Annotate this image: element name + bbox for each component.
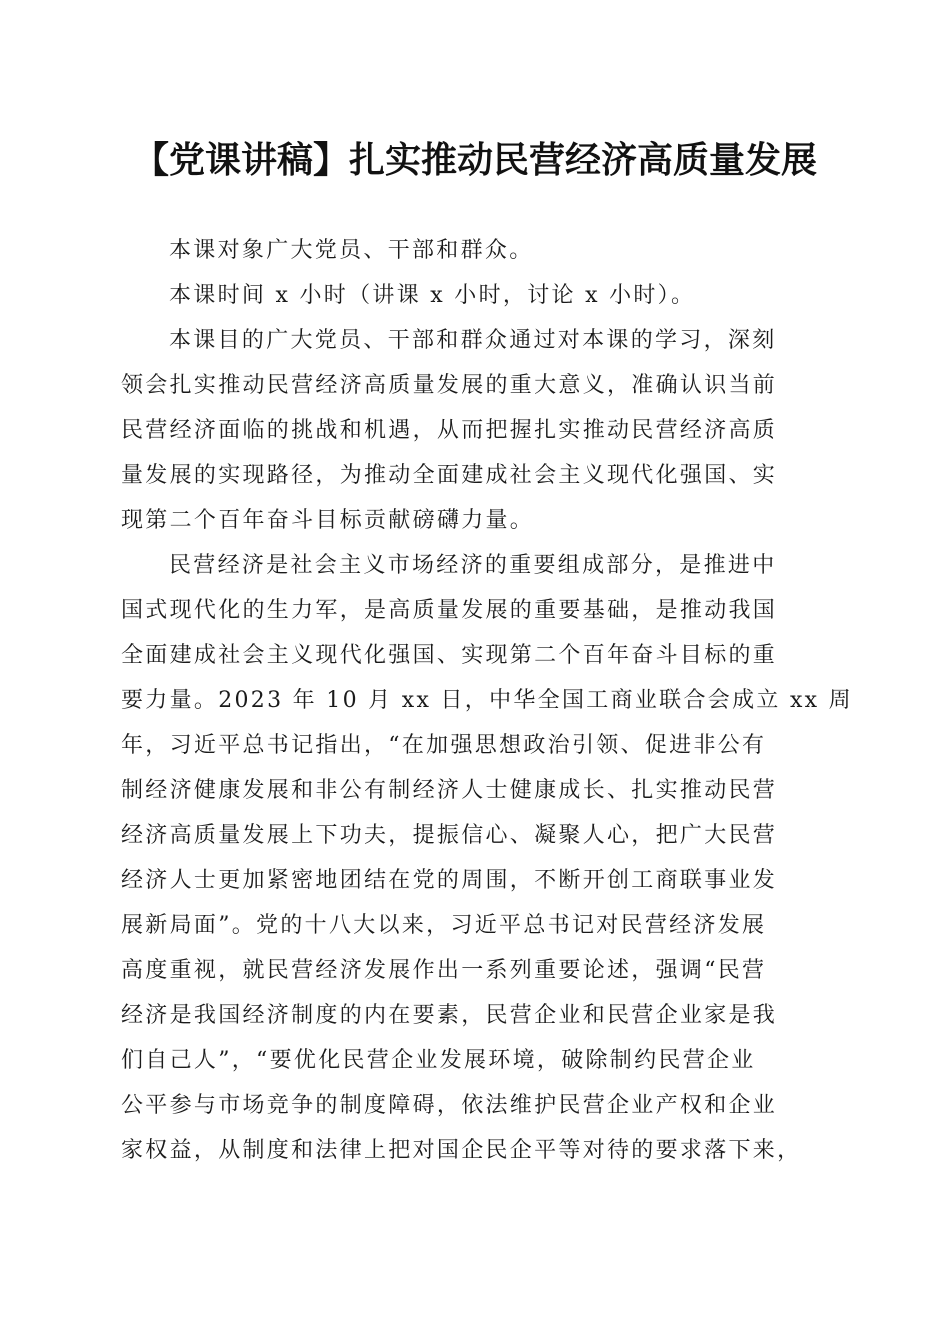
text-line: 展新局面”。党的十八大以来，习近平总书记对民营经济发展: [121, 913, 767, 938]
text-line: 年，习近平总书记指出，“在加强思想政治引领、促进非公有: [121, 733, 767, 758]
text-line: 民营经济面临的挑战和机遇，从而把握扎实推动民营经济高质: [121, 418, 778, 443]
paragraph-audience: [121, 228, 825, 273]
text-line: 本课目的广大党员、干部和群众通过对本课的学习，深刻: [169, 328, 777, 353]
paragraph-main: [121, 543, 853, 1173]
document-body: [121, 228, 853, 1173]
paragraph-purpose: [121, 318, 825, 543]
text-line: 经济是我国经济制度的内在要素，民营企业和民营企业家是我: [121, 1003, 778, 1028]
text-line: 公平参与市场竞争的制度障碍，依法维护民营企业产权和企业: [121, 1093, 778, 1118]
text-line: 要力量。2023 年 10 月 xx 日，中华全国工商业联合会成立 xx 周: [121, 688, 853, 713]
paragraph-duration: [121, 273, 825, 318]
text-line: 制经济健康发展和非公有制经济人士健康成长、扎实推动民营: [121, 778, 778, 803]
text-line: 国式现代化的生力军，是高质量发展的重要基础，是推动我国: [121, 598, 778, 623]
text-line: 经济高质量发展上下功夫，提振信心、凝聚人心，把广大民营: [121, 823, 778, 848]
text-line: 家权益，从制度和法律上把对国企民企平等对待的要求落下来，: [121, 1138, 802, 1163]
text-line: 本课时间 x 小时（讲课 x 小时，讨论 x 小时）。: [169, 283, 696, 308]
text-line: 民营经济是社会主义市场经济的重要组成部分，是推进中: [169, 553, 777, 578]
text-line: 高度重视，就民营经济发展作出一系列重要论述，强调“民营: [121, 958, 767, 983]
text-line: 本课对象广大党员、干部和群众。: [169, 238, 534, 263]
text-line: 领会扎实推动民营经济高质量发展的重大意义，准确认识当前: [121, 373, 778, 398]
document-title: 【党课讲稿】扎实推动民营经济高质量发展: [132, 139, 817, 181]
text-line: 们自己人”，“要优化民营企业发展环境，破除制约民营企业: [121, 1048, 756, 1073]
text-line: 经济人士更加紧密地团结在党的周围，不断开创工商联事业发: [121, 868, 778, 893]
text-line: 全面建成社会主义现代化强国、实现第二个百年奋斗目标的重: [121, 643, 778, 668]
text-line: 量发展的实现路径，为推动全面建成社会主义现代化强国、实: [121, 463, 778, 488]
text-line: 现第二个百年奋斗目标贡献磅礴力量。: [121, 508, 535, 533]
